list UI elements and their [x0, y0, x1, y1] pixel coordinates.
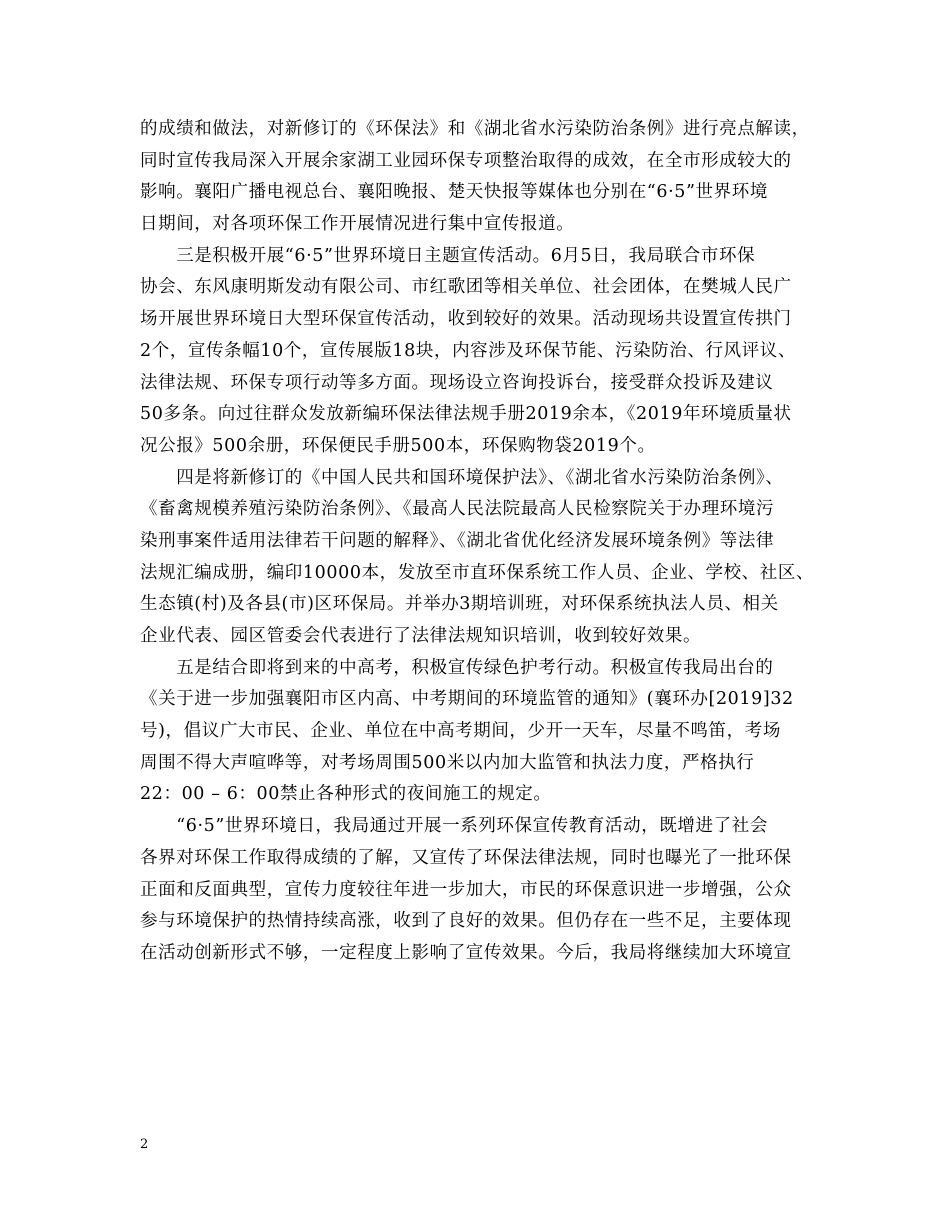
text-line: 生态镇(村)及各县(市)区环保局。并举办3期培训班，对环保系统执法人员、相关 — [140, 594, 779, 615]
text-line: 场开展世界环境日大型环保宣传活动，收到较好的效果。活动现场共设置宣传拱门 — [140, 309, 792, 330]
text-line: 号)，倡议广大市民、企业、单位在中高考期间，少开一天车，尽量不鸣笛，考场 — [140, 721, 781, 742]
text-line: 影响。襄阳广播电视总台、襄阳晚报、楚天快报等媒体也分别在“6·5”世界环境 — [140, 182, 768, 203]
text-line: 在活动创新形式不够，一定程度上影响了宣传效果。今后，我局将继续加大环境宣 — [140, 942, 792, 963]
text-line: 企业代表、园区管委会代表进行了法律法规知识培训，收到较好效果。 — [140, 626, 702, 646]
text-line: 同时宣传我局深入开展余家湖工业园环保专项整治取得的成效，在全市形成较大的 — [140, 150, 792, 171]
text-line: 日期间，对各项环保工作开展情况进行集中宣传报道。 — [140, 214, 575, 235]
text-line: 协会、东风康明斯发动有限公司、市红歌团等相关单位、社会团体，在樊城人民广 — [140, 277, 792, 298]
body-text — [140, 114, 820, 970]
text-line: 各界对环保工作取得成绩的了解，又宣传了环保法律法规，同时也曝光了一批环保 — [140, 847, 792, 868]
text-line: 50多条。向过往群众发放新编环保法律法规手册2019余本，《2019年环境质量状 — [140, 404, 792, 425]
text-line: 参与环境保护的热情持续高涨，收到了良好的效果。但仍存在一些不足，主要体现 — [140, 911, 792, 932]
text-line: 正面和反面典型，宣传力度较往年进一步加大，市民的环保意识进一步增强，公众 — [140, 879, 792, 900]
text-line: “6·5”世界环境日，我局通过开展一系列环保宣传教育活动，既增进了社会 — [140, 816, 768, 837]
text-line: 四是将新修订的《中国人民共和国环境保护法》、《湖北省水污染防治条例》、 — [140, 467, 784, 488]
text-line: 三是积极开展“6·5”世界环境日主题宣传活动。6月5日，我局联合市环保 — [140, 245, 756, 266]
text-line: 况公报》500余册，环保便民手册500本，环保购物袋2019个。 — [140, 435, 656, 456]
text-line: 2个，宣传条幅10个，宣传展版18块，内容涉及环保节能、污染防治、行风评议、 — [140, 340, 796, 361]
text-line: 染刑事案件适用法律若干问题的解释》、《湖北省优化经济发展环境条例》等法律 — [140, 530, 775, 551]
text-line: 《关于进一步加强襄阳市区内高、中考期间的环境监管的通知》(襄环办[2019]32 — [140, 689, 794, 710]
text-line: 22：00 – 6：00禁止各种形式的夜间施工的规定。 — [140, 784, 552, 805]
text-line: 的成绩和做法，对新修订的《环保法》和《湖北省水污染防治条例》进行亮点解读， — [140, 119, 810, 139]
text-line: 五是结合即将到来的中高考，积极宣传绿色护考行动。积极宣传我局出台的 — [140, 657, 774, 678]
text-line: 周围不得大声喧哗等，对考场周围500米以内加大监管和执法力度，严格执行 — [140, 752, 755, 773]
text-line: 法律法规、环保专项行动等多方面。现场设立咨询投诉台，接受群众投诉及建议 — [140, 372, 774, 393]
text-line: 《畜禽规模养殖污染防治条例》、《最高人民法院最高人民检察院关于办理环境污 — [140, 499, 775, 520]
page-number: 2 — [140, 1137, 149, 1152]
text-line: 法规汇编成册，编印10000本，发放至市直环保系统工作人员、企业、学校、社区、 — [140, 562, 815, 583]
